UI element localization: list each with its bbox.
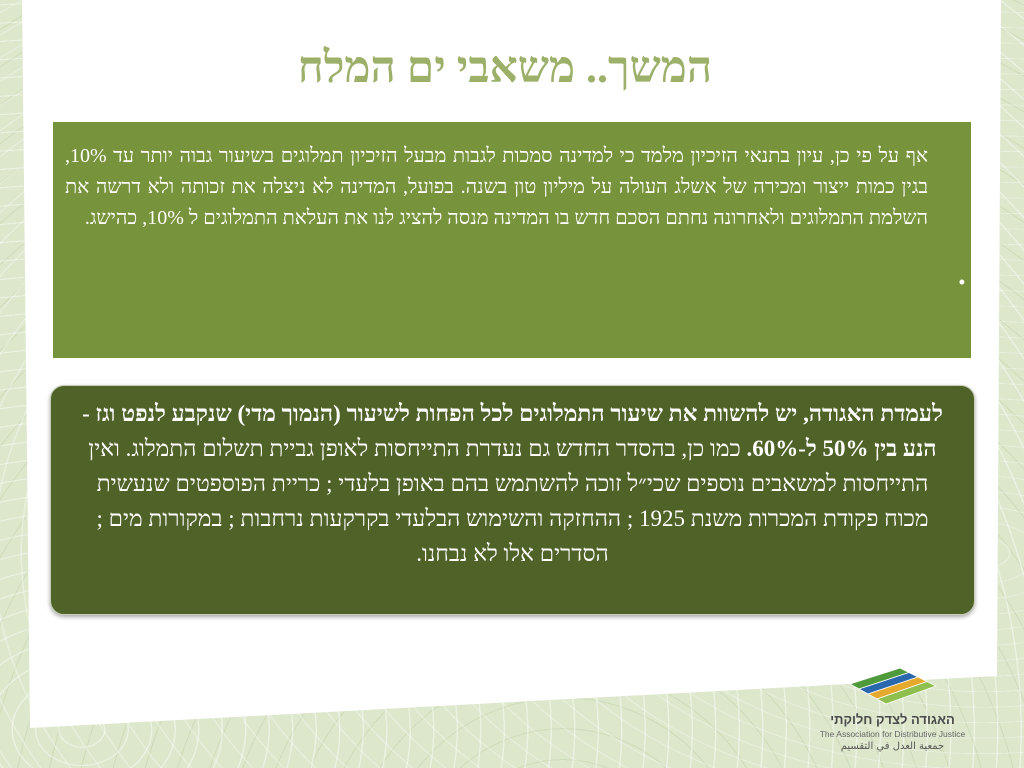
- logo-name-hebrew: האגודה לצדק חלוקתי: [830, 712, 955, 727]
- box2-bold-text: לעמדת האגודה, יש להשוות את שיעור התמלוגים לכל הפחות לשיעור (הנמוך מדי) שנקבע לנפט וגז - הנע בין 50% ל-60%.: [82, 401, 943, 461]
- content-box-potash-royalties: [53, 122, 971, 358]
- logo-name-arabic: جمعية العدل في التقسيم: [840, 741, 945, 752]
- box2-paragraph: [77, 396, 948, 571]
- association-logo-icon: [848, 666, 938, 706]
- slide-title: המשך.. משאבי ים המלח: [297, 43, 713, 92]
- logo-name-english: The Association for Distributive Justice: [819, 729, 966, 739]
- box1-paragraph: אף על פי כן, עיון בתנאי הזיכיון מלמד כי למדינה סמכות לגבות מבעל הזיכיון תמלוגים בשיעור גבוה יותר עד 10%, בגין כמות ייצור ומכירה של אשלג העולה על מיליון טון בשנה. בפועל, המדינה לא ניצלה את זכותה ולא דרשה את השלמת התמלוגים ולאחרונה נחתם הסכם חדש בו המדינה מנסה להציג לנו את העלאת התמלוגים ל 10%, כהישג.: [65, 145, 928, 229]
- bullet-point: •: [958, 272, 965, 292]
- content-box-association-position: [50, 385, 975, 615]
- association-logo: [805, 666, 980, 754]
- box2-regular-text: כמו כן, בהסדר החדש גם נעדרת התייחסות לאופן גביית תשלום התמלוג. ואין התייחסות למשאבים נוספים שכי״ל זוכה להשתמש בהם באופן בלעדי ; כריית הפוספטים שנעשית מכוח פקודת המכרות משנת 1925 ; ההחזקה והשימוש הבלעדי בקרקעות נרחבות ; במקורות מים ; הסדרים אלו לא נבחנו.: [88, 436, 929, 566]
